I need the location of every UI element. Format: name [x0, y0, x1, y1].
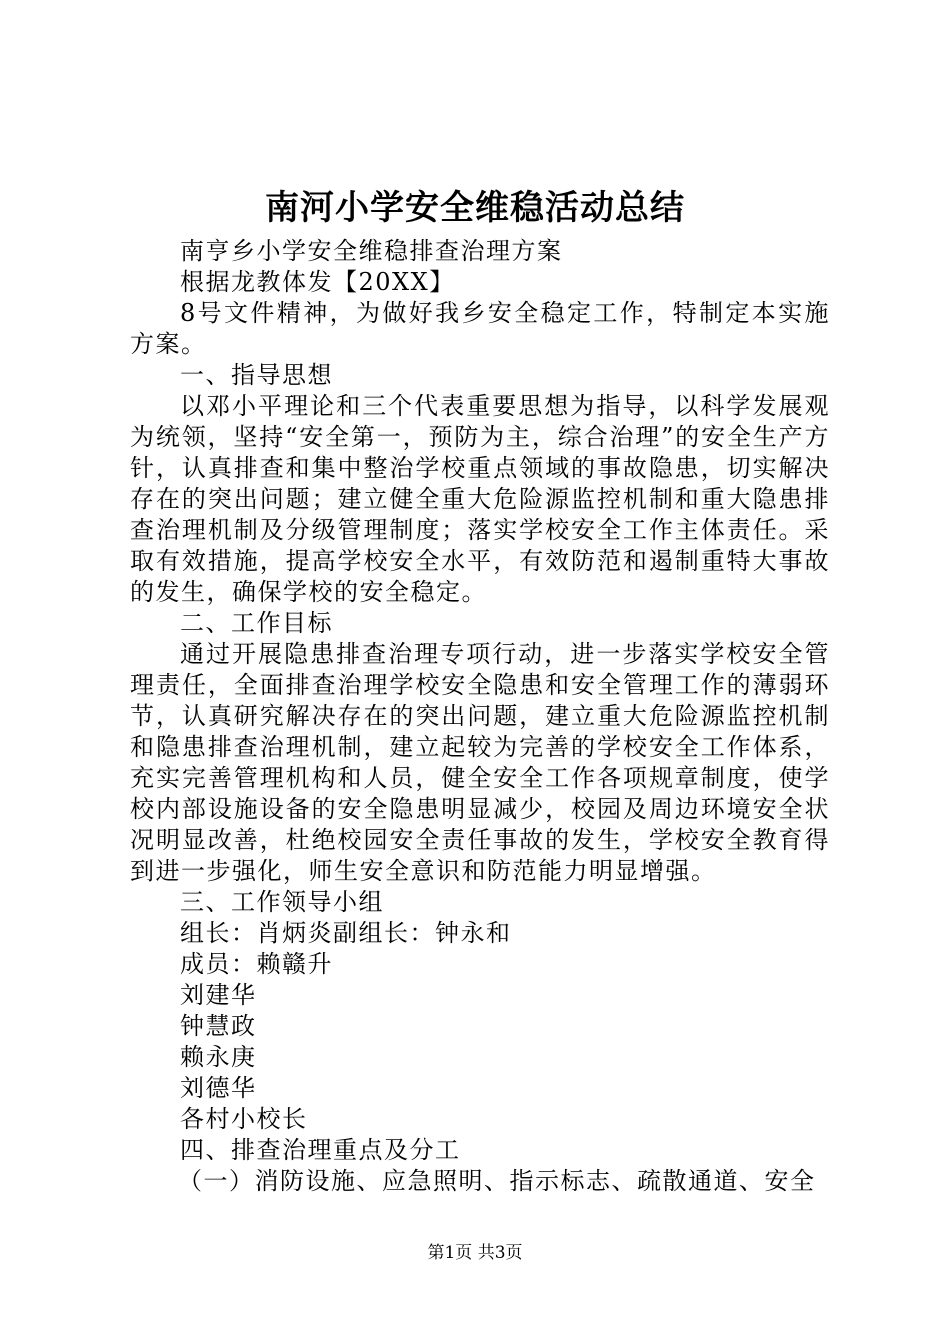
- document-body: [130, 236, 830, 1197]
- document-title: 南河小学安全维稳活动总结: [265, 188, 685, 228]
- paragraph-fire-safety: （一）消防设施、应急照明、指示标志、疏散通道、安全: [178, 1167, 816, 1195]
- paragraph-subtitle: 南亨乡小学安全维稳排查治理方案: [180, 237, 563, 265]
- section-heading-work-goals: 二、工作目标: [180, 609, 333, 637]
- paragraph-work-goals: 通过开展隐患排查治理专项行动，进一步落实学校安全管理责任，全面排查治理学校安全隐患和安全管理工作的薄弱环节，认真研究解决存在的突出问题，建立重大危险源监控机制和隐患排查治理机制，建立起较为完善的学校安全工作体系，充实完善管理机构和人员，健全安全工作各项规章制度，使学校内部设施设备的安全隐患明显减少，校园及周边环境安全状况明显改善，杜绝校园安全责任事故的发生，学校安全教育得到进一步强化，师生安全意识和防范能力明显增强。: [130, 640, 830, 885]
- member-name: 刘德华: [180, 1074, 257, 1102]
- paragraph-members: 成员：赖赣升: [180, 950, 333, 978]
- member-name: 钟慧政: [180, 1012, 257, 1040]
- paragraph-purpose: 8号文件精神，为做好我乡安全稳定工作，特制定本实施方案。: [130, 299, 830, 358]
- section-heading-leadership-group: 三、工作领导小组: [180, 888, 384, 916]
- member-name: 各村小校长: [180, 1105, 308, 1133]
- section-heading-key-points: 四、排查治理重点及分工: [180, 1136, 461, 1164]
- member-name: 刘建华: [180, 981, 257, 1009]
- member-name: 赖永庚: [180, 1043, 257, 1071]
- page-number-footer: 第1页 共3页: [427, 1243, 523, 1263]
- section-heading-guiding-ideology: 一、指导思想: [180, 361, 333, 389]
- paragraph-group-leaders: 组长：肖炳炎副组长：钟永和: [180, 919, 512, 947]
- paragraph-basis: 根据龙教体发【20XX】: [180, 268, 455, 296]
- paragraph-guiding-ideology: 以邓小平理论和三个代表重要思想为指导，以科学发展观为统领，坚持“安全第一，预防为主，综合治理”的安全生产方针，认真排查和集中整治学校重点领域的事故隐患，切实解决存在的突出问题；建立健全重大危险源监控机制和重大隐患排查治理机制及分级管理制度；落实学校安全工作主体责任。采取有效措施，提高学校安全水平，有效防范和遏制重特大事故的发生，确保学校的安全稳定。: [130, 392, 830, 606]
